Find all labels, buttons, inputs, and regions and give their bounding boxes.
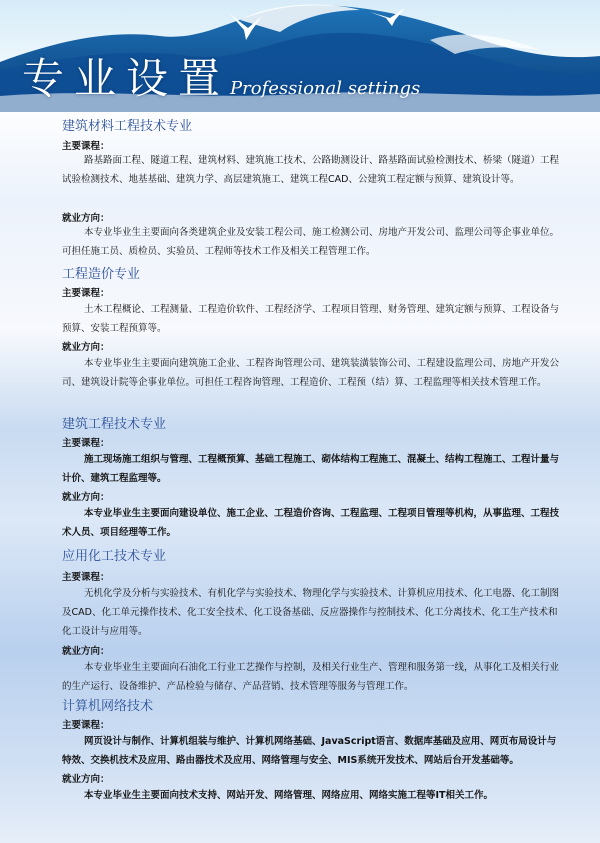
- header-banner: [0, 0, 600, 112]
- major-title: 计算机网络技术: [62, 699, 154, 714]
- courses-label: 主要课程：: [62, 141, 110, 152]
- career-label: 就业方向：: [62, 646, 110, 657]
- courses-text: 施工现场施工组织与管理、工程概预算、基础工程施工、砌体结构工程施工、混凝土、结构工程施工、工程计量与计价、建筑工程监理等。: [62, 454, 560, 484]
- major-title: 工程造价专业: [62, 267, 141, 282]
- courses-label: 主要课程：: [62, 438, 110, 449]
- career-text: 本专业毕业生主要面向建筑施工企业、工程咨询管理公司、建筑装潢装饰公司、工程建设监理公司、房地产开发公司、建筑设计院等企事业单位。可担任工程咨询管理、工程造价、工程预（结）算、工程监理等相关技术管理工作。: [62, 358, 560, 388]
- page-title: 专业设置: [22, 54, 231, 103]
- page-subtitle: Professional settings: [230, 78, 421, 99]
- courses-text: 网页设计与制作、计算机组装与维护、计算机网络基础、JavaScript语言、数据库基础及应用、网页布局设计与特效、交换机技术及应用、路由器技术及应用、网络管理与安全、MIS系统开发技术、网站后台开发基础等。: [62, 736, 557, 766]
- courses-label: 主要课程：: [62, 720, 110, 731]
- major-title: 建筑工程技术专业: [62, 417, 167, 432]
- career-label: 就业方向：: [62, 492, 110, 503]
- career-text: 本专业毕业生主要面向各类建筑企业及安装工程公司、施工检测公司、房地产开发公司、监理公司等企事业单位。可担任施工员、质检员、实验员、工程师等技术工作及相关工程管理工作。: [62, 227, 560, 257]
- career-label: 就业方向：: [62, 213, 110, 224]
- career-label: 就业方向：: [62, 774, 110, 785]
- courses-text: 土木工程概论、工程测量、工程造价软件、工程经济学、工程项目管理、财务管理、建筑定额与预算、工程设备与预算、安装工程预算等。: [62, 304, 560, 334]
- courses-label: 主要课程：: [62, 572, 110, 583]
- career-text: 本专业毕业生主要面向技术支持、网站开发、网络管理、网络应用、网络实施工程等IT相关工作。: [84, 790, 494, 801]
- courses-text: 无机化学及分析与实验技术、有机化学与实验技术、物理化学与实验技术、计算机应用技术、化工电器、化工制图及CAD、化工单元操作技术、化工安全技术、化工设备基础、反应器操作与控制技术、化工分离技术、化工生产技术和化工设计与应用等。: [62, 588, 560, 637]
- career-text: 本专业毕业生主要面向建设单位、施工企业、工程造价咨询、工程监理、工程项目管理等机构，从事监理、工程技术人员、项目经理等工作。: [62, 508, 560, 538]
- career-label: 就业方向：: [62, 342, 110, 353]
- courses-text: 路基路面工程、隧道工程、建筑材料、建筑施工技术、公路勘测设计、路基路面试验检测技术、桥梁（隧道）工程试验检测技术、地基基础、建筑力学、高层建筑施工、建筑工程CAD、公建筑工程定额与预算、建筑设计等。: [62, 155, 560, 185]
- major-title: 应用化工技术专业: [62, 549, 167, 564]
- career-text: 本专业毕业生主要面向石油化工行业工艺操作与控制，及相关行业生产、管理和服务第一线，从事化工及相关行业的生产运行、设备维护、产品检验与储存、产品营销、技术管理等服务与管理工作。: [62, 662, 560, 692]
- courses-label: 主要课程：: [62, 288, 110, 299]
- major-title: 建筑材料工程技术专业: [62, 119, 193, 134]
